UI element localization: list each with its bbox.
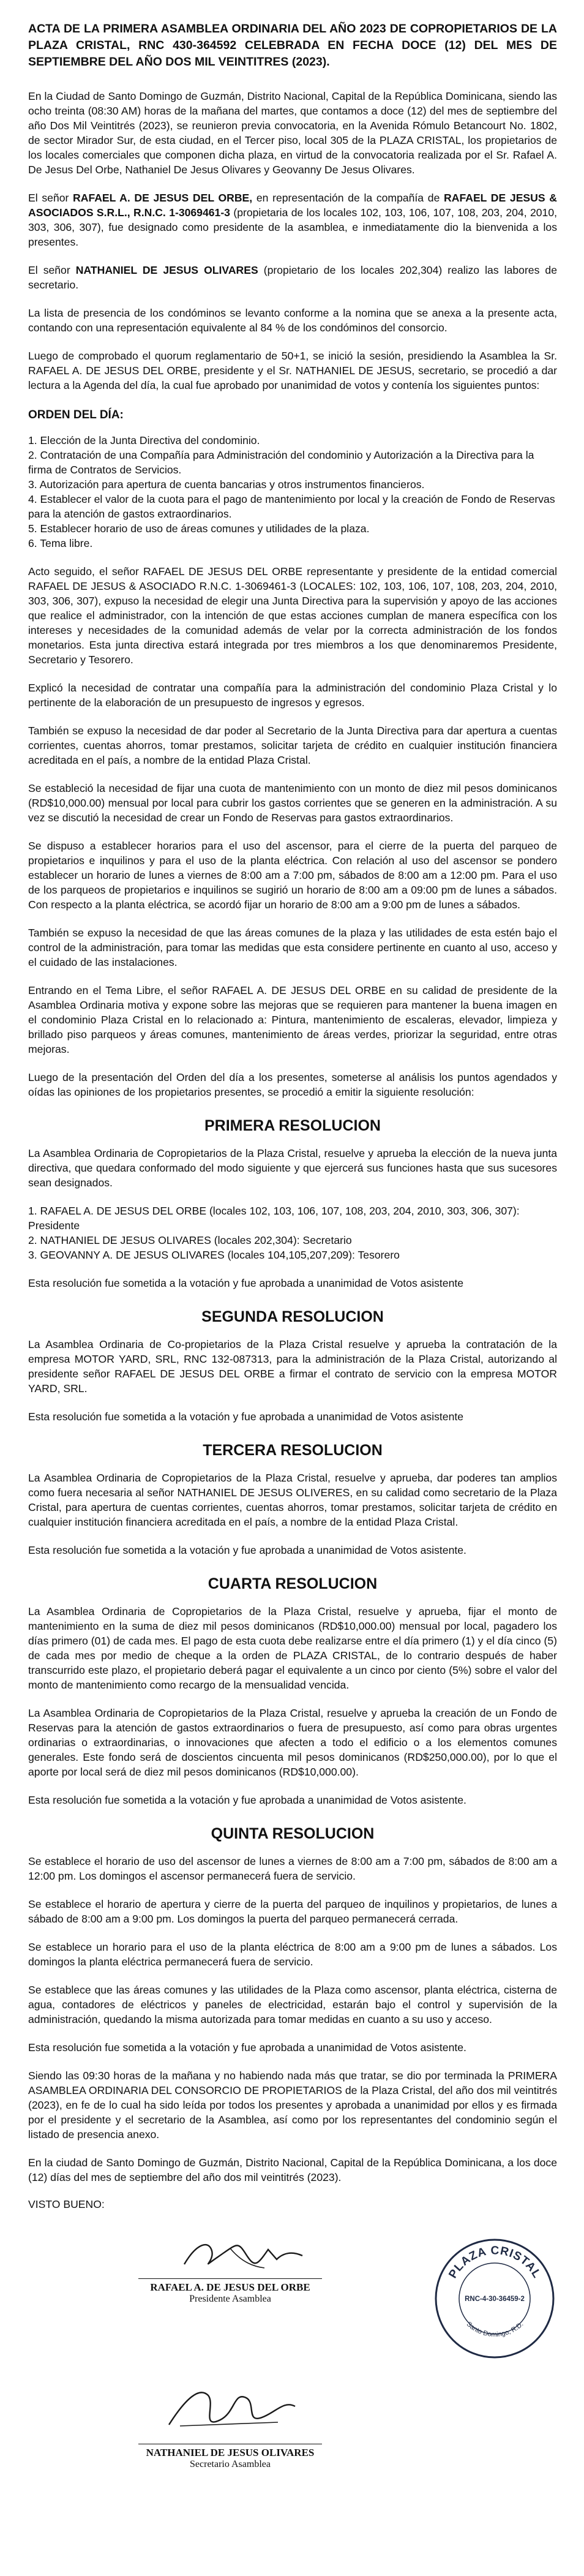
first-resolution-heading: PRIMERA RESOLUCION [204,1117,381,1134]
fifth-resolution-item: Se establece el horario de apertura y cierre de la puerta del parqueo de inquilinos y propietarios, de lunes a sábado de 8:00 am a 9:00 pm. Los domingos la puerta del parqueo permanecerá cerrada. [28,1898,557,1925]
place-date-paragraph: En la ciudad de Santo Domingo de Guzmán, Distrito Nacional, Capital de la República Dominicana, a los doce (12) días del mes de septiembre del año dos mil veintitrés (2023). [28,2156,557,2183]
resolution-intro-paragraph: Luego de la presentación del Orden del día a los presentes, someterse al análisis los puntos agendados y oídas las opiniones de los propietarios presentes, se procedió a emitir la siguiente resolución: [28,1071,557,1098]
free-topic-paragraph: Entrando en el Tema Libre, el señor RAFAEL A. DE JESUS DEL ORBE en su calidad de presidente de la Asamblea Ordinaria motiva y expone sobre las mejoras que se requieren para mantener la buena imagen en el condominio Plaza Cristal en lo relacionado a: Pintura, mantenimiento de escaleras, elevador, limpieza y brillado piso parqueos y áreas comunes, mantenimiento de áreas verdes, priorizar la seguridad, entre otras mejoras. [28,984,557,1055]
secretary-signature-role: Secretario Asamblea [190,2459,271,2469]
president-suffix: (propietaria de los locales 102, 103, 106, 107, 108, 203, 204, 2010, 303, 306, 307), fue designado como presidente de la asamblea, e inmediatamente dio la bienvenida a los presentes. [28,206,557,248]
board-member: 1. RAFAEL A. DE JESUS DEL ORBE (locales 102, 103, 106, 107, 108, 203, 204, 2010, 303, 306, 307): Presidente [28,1205,520,1232]
banking-paragraph: También se expuso la necesidad de dar poder al Secretario de la Junta Directiva para dar apertura a cuentas corrientes, cuentas ahorros, tomar prestamos, solicitar tarjeta de crédito en cualquier institución financiera acreditada en el país, a nombre de la entidad Plaza Cristal. [28,725,557,766]
intro-paragraph: En la Ciudad de Santo Domingo de Guzmán, Distrito Nacional, Capital de la República Dominicana, siendo las ocho treinta (08:30 AM) horas de la mañana del martes, que contamos a doce (12) del mes de septiembre del año Dos Mil Veintitrés (2023), se reunieron previa convocatoria, en la Avenida Rómulo Betancourt No. 1802, de sector Mirador Sur, de esta ciudad, en el Tercer piso, local 305 de la PLAZA CRISTAL, los propietarios de los locales comerciales que componen dicha plaza, en virtud de la convocatoria realizada por el Sr. Rafael A. De Jesus Del Orbe, Nathaniel De Jesus Olivares y Geovanny De Jesus Olivares. [28,90,557,176]
third-resolution-text: La Asamblea Ordinaria de Copropietarios de la Plaza Cristal, resuelve y aprueba, dar poderes tan amplios como fuera necesaria al señor NATHANIEL DE JESUS OLIVERES, en su calidad como secretario de la Plaza Cristal, para apertura de cuentas corrientes, cuentas ahorros, tomar prestamos, solicitar tarjeta de crédito en cualquier institución financiera acreditada en el país, a nombre de la entidad Plaza Cristal. [28,1472,557,1528]
maintenance-fee-paragraph: Se estableció la necesidad de fijar una cuota de mantenimiento con un monto de diez mil pesos dominicanos (RD$10,000.00) mensual por local para cubrir los gastos corrientes que se generen en la administración. A su vez se discutió la necesidad de crear un Fondo de Reservas para gastos extraordinarios. [28,782,557,824]
agenda-item: 2. Contratación de una Compañía para Administración del condominio y Autorización a la Directiva para la firma de Contratos de Servicios. [28,449,534,476]
agenda-list [28,433,557,551]
administration-paragraph: Explicó la necesidad de contratar una compañía para la administración del condominio Plaza Cristal y lo pertinente de la elaboración de un presupuesto de ingresos y egresos. [28,682,557,709]
agenda-item: 1. Elección de la Junta Directiva del condominio. [28,434,260,446]
second-resolution-text: La Asamblea Ordinaria de Co-propietarios de la Plaza Cristal resuelve y aprueba la contratación de la empresa MOTOR YARD, SRL, RNC 132-087313, para la administración de la Plaza Cristal, autorizando al presidente señor RAFAEL DE JESUS DEL ORBE a firmar el contrato de servicio con la empresa MOTOR YARD, SRL. [28,1338,557,1395]
svg-text:Santo Domingo, R.D. [465,2321,525,2338]
fifth-resolution-item: Se establece un horario para el uso de la planta eléctrica de 8:00 am a 9:00 pm de lunes a sábados. Los domingos la planta eléctrica permanecerá fuera de servicio. [28,1941,557,1968]
president-signature-scribble [126,2232,334,2275]
agenda-item: 3. Autorización para apertura de cuenta bancarias y otros instrumentos financieros. [28,478,425,491]
agenda-item: 4. Establecer el valor de la cuota para el pago de mantenimiento por local y la creación de Fondo de Reservas para la atención de gastos extraordinarios. [28,493,555,520]
second-resolution-vote: Esta resolución fue sometida a la votación y fue aprobada a unanimidad de Votos asistente [28,1410,464,1423]
schedules-paragraph: Se dispuso a establecer horarios para el uso del ascensor, para el cierre de la puerta del parqueo de propietarios e inquilinos y para el uso de la planta eléctrica. Con relación al uso del ascensor se pondero establecer un horario de lunes a viernes de 8:00 am a 7:00 pm, sábados de 8:00 am a 12:00 pm. Para el uso de los parqueos de propietarios e inquilinos se sugirió un horario de 8:00 am a 09:00 pm de lunes a sábados. Con respecto a la planta eléctrica, se acordó fijar un horario de 8:00 am a 9:00 pm de lunes a sábados. [28,840,557,911]
document-page [28,21,557,2486]
president-signature-role: Presidente Asamblea [189,2294,271,2304]
document-title: ACTA DE LA PRIMERA ASAMBLEA ORDINARIA DEL AÑO 2023 DE COPROPIETARIOS DE LA PLAZA CRISTAL, RNC 430-364592 CELEBRADA EN FECHA DOCE (12) DEL MES DE SEPTIEMBRE DEL AÑO DOS MIL VEINTITRES (2023). [28,22,557,69]
president-company: RAFAEL DE JESUS & ASOCIADOS S.R.L., R.N.C. 1-3069461-3 [28,192,557,219]
secretary-signature-block [126,2382,334,2470]
fourth-resolution-heading: CUARTA RESOLUCION [208,1575,378,1592]
secretary-name: NATHANIEL DE JESUS OLIVARES [75,264,258,276]
third-resolution-heading: TERCERA RESOLUCION [203,1442,383,1459]
board-proposal-paragraph: Acto seguido, el señor RAFAEL DE JESUS DEL ORBE representante y presidente de la entidad comercial RAFAEL DE JESUS & ASOCIADO R.N.C. 1-3069461-3 (LOCALES: 102, 103, 106, 107, 108, 203, 204, 2010, 303, 306, 307), expuso la necesidad de elegir una Junta Directiva para la supervisión y apoyo de las acciones que realice el administrador, con la intención de que estas acciones cumplan de manera específica con los intereses y necesidades de la comunidad además de velar por la correcta administración de los fondos monetarios. Esta junta directiva estará integrada por tres miembros a los que denominaremos Presidente, Secretario y Tesorero. [28,565,557,666]
fifth-resolution-item: Se establece el horario de uso del ascensor de lunes a viernes de 8:00 am a 7:00 pm, sábados de 8:00 am a 12:00 pm. Los domingos el ascensor permanecerá fuera de servicio. [28,1855,557,1882]
attendance-paragraph: La lista de presencia de los condóminos se levanto conforme a la nomina que se anexa a la presente acta, contando con una representación equivalente al 84 % de los condóminos del consorcio. [28,307,557,334]
president-paragraph [28,190,557,249]
second-resolution-heading: SEGUNDA RESOLUCION [201,1308,384,1325]
fourth-resolution-text-2: La Asamblea Ordinaria de Copropietarios de la Plaza Cristal, resuelve y aprueba la creación de un Fondo de Reservas para la atención de gastos extraordinarios o fuera de presupuesto, así como para obras urgentes ordinarias o extraordinarias, o innovaciones que afecten a todo el edificio o a los elementos comunes generales. Este fondo será de doscientos cincuenta mil pesos dominicanos (RD$250,000.00), por lo que el aporte por local será de diez mil pesos dominicanos (RD$10,000.00). [28,1707,557,1778]
closing-paragraph: Siendo las 09:30 horas de la mañana y no habiendo nada más que tratar, se dio por terminada la PRIMERA ASAMBLEA ORDINARIA DEL CONSORCIO DE PROPIETARIOS de la Plaza Cristal, del año dos mil veintitrés (2023), en fe de lo cual ha sido leída por todos los presentes y aprobada a unanimidad por ellos y es firmada por el presidente y el secretario de la Asamblea, así como por los representantes del condominio según el listado de presencia anexo. [28,2069,557,2141]
fifth-resolution-vote: Esta resolución fue sometida a la votación y fue aprobada a unanimidad de Votos asistente. [28,2041,466,2054]
common-areas-paragraph: También se expuso la necesidad de que las áreas comunes de la plaza y las utilidades de esta estén bajo el control de la administración, para tomar las medidas que esta considere pertinente en cuanto al uso, acceso y el cuidado de las instalaciones. [28,927,557,968]
secretary-signature-name: NATHANIEL DE JESUS OLIVARES [146,2447,315,2458]
secretary-signature-scribble [126,2382,334,2441]
agenda-title: ORDEN DEL DÍA: [28,409,124,421]
stamp-top-text: PLAZA CRISTAL [446,2244,544,2281]
agenda-item: 5. Establecer horario de uso de áreas comunes y utilidades de la plaza. [28,522,370,535]
stamp-center-text: RNC-4-30-36459-2 [465,2295,525,2303]
president-mid: en representación de la compañía de [252,192,444,204]
board-member: 2. NATHANIEL DE JESUS OLIVARES (locales 202,304): Secretario [28,1234,352,1246]
secretary-prefix: El señor [28,264,76,276]
fourth-resolution-text: La Asamblea Ordinaria de Copropietarios de la Plaza Cristal, resuelve y aprueba, fijar el monto de mantenimiento en la suma de diez mil pesos dominicanos (RD$10,000.00) mensual por local, pagadero los días primero (01) de cada mes. El pago de esta cuota debe realizarse entre el día primero (1) y el día cinco (5) de cada mes por medio de cheque a la orden de PLAZA CRISTAL, de lo contrario después de haber transcurrido este plazo, el propietario deberá pagar el equivalente a un cinco por ciento (5%) sobre el valor del monto de mantenimiento como recargo de la mensualidad vencida. [28,1605,557,1691]
fifth-resolution-item: Se establece que las áreas comunes y las utilidades de la Plaza como ascensor, planta eléctrica, cisterna de agua, contadores de eléctricos y paneles de electricidad, estarán bajo el control y supervisión de la administración, quedando la misma autorizada para tomar medidas en cuanto a su uso y acceso. [28,1984,557,2025]
president-signature-line [138,2278,322,2279]
stamp-bottom-text: Santo Domingo, R.D. [465,2320,525,2339]
plaza-cristal-stamp [432,2236,558,2362]
fourth-resolution-vote: Esta resolución fue sometida a la votación y fue aprobada a unanimidad de Votos asistente. [28,1794,466,1806]
third-resolution-vote: Esta resolución fue sometida a la votación y fue aprobada a unanimidad de Votos asistente. [28,1544,466,1556]
fifth-resolution-heading: QUINTA RESOLUCION [211,1825,375,1842]
visto-bueno-label: VISTO BUENO: [28,2198,105,2210]
board-member: 3. GEOVANNY A. DE JESUS OLIVARES (locales 104,105,207,209): Tesorero [28,1249,400,1261]
quorum-paragraph: Luego de comprobado el quorum reglamentario de 50+1, se inició la sesión, presidiendo la Asamblea la Sr. RAFAEL A. DE JESUS DEL ORBE, presidente y el Sr. NATHANIEL DE JESUS, secretario, se procedió a dar lectura a la Agenda del día, la cual fue aprobado por unanimidad de votos y contenía los siguientes puntos: [28,350,557,391]
president-signature-name: RAFAEL A. DE JESUS DEL ORBE [150,2281,310,2293]
board-members-list [28,1203,557,1262]
president-name: RAFAEL A. DE JESUS DEL ORBE, [73,192,253,204]
first-resolution-text: La Asamblea Ordinaria de Copropietarios de la Plaza Cristal, resuelve y aprueba la elección de la nueva junta directiva, que quedara conformado del modo siguiente y que ejercerá sus funciones hasta que sus sucesores sean designados. [28,1147,557,1189]
secretary-paragraph [28,263,557,292]
president-prefix: El señor [28,192,73,204]
first-resolution-vote: Esta resolución fue sometida a la votación y fue aprobada a unanimidad de Votos asistente [28,1277,464,1289]
signature-area [28,2198,557,2486]
secretary-suffix: (propietario de los locales 202,304) realizo las labores de secretario. [28,264,558,291]
agenda-item: 6. Tema libre. [28,537,93,549]
president-signature-block [126,2232,334,2305]
